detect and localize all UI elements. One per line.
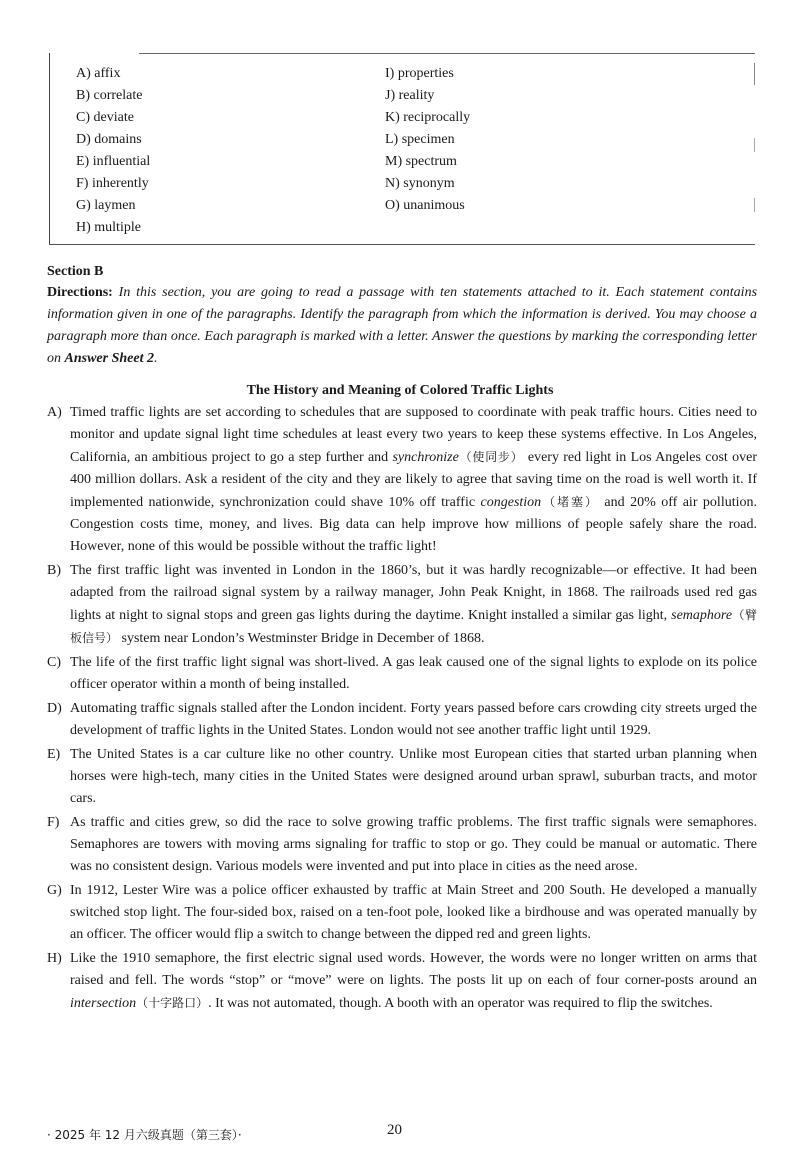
word-option-b: B) correlate	[76, 88, 143, 103]
word-option-h: H) multiple	[76, 220, 141, 235]
paragraph-text: As traffic and cities grew, so did the race to solve growing traffic problems. The first traffic signals were semaphores. Semaphores are towers with moving arms signaling for traffic to stop or go. They could be manual or automatic. There was no consistent design. Various models were invented and put into place in cities as the need arose.	[70, 815, 757, 874]
paragraph-c	[47, 652, 757, 696]
word-bank-bottom-border	[49, 244, 755, 245]
word-option-m: M) spectrum	[385, 154, 457, 169]
paragraph-letter: E)	[47, 747, 61, 762]
word-bank-left-column	[76, 63, 150, 239]
glossed-term: congestion	[480, 495, 542, 510]
chinese-gloss: （臂板信号）	[70, 608, 757, 645]
word-option-k: K) reciprocally	[385, 110, 471, 125]
paragraph-text: Like the 1910 semaphore, the first electric signal used words. However, the words were no longer written on arms that raised and fell. The words “stop” or “move” were on lights. The posts lit up on each of four corner-posts around an	[70, 951, 757, 988]
glossed-term: synchronize	[392, 450, 459, 465]
paragraph-f	[47, 812, 757, 878]
word-option-f: F) inherently	[76, 176, 149, 191]
word-option-o: O) unanimous	[385, 198, 465, 213]
word-bank-top-border	[139, 53, 755, 54]
paragraph-text: In 1912, Lester Wire was a police officer exhausted by traffic at Main Street and 200 South. He developed a manually switched stop light. The four-sided box, raised on a ten-foot pole, looked like a birdhouse and was operated manually by an officer. The officer would flip a switch to change between the dipped red and green lights.	[70, 883, 757, 942]
word-bank-left-border	[49, 53, 50, 245]
paragraph-g	[47, 880, 757, 946]
word-option-a: A) affix	[76, 66, 121, 81]
paragraph-text: system near London’s Westminster Bridge in December of 1868.	[118, 631, 485, 646]
paragraph-text: and 20% off air pollution. Congestion costs time, money, and lives. Big data can help improve how millions of people safely share the road. However, none of this would be possible without the traffic light!	[70, 495, 757, 554]
paragraph-text: . It was not automated, though. A booth with an operator was required to flip the switches.	[208, 996, 713, 1011]
paragraph-d	[47, 698, 757, 742]
word-option-g: G) laymen	[76, 198, 136, 213]
paragraph-text: The life of the first traffic light signal was short-lived. A gas leak caused one of the signal lights to explode on its police officer operator within a month of being installed.	[70, 655, 757, 692]
chinese-gloss: （使同步）	[458, 450, 524, 464]
paragraph-e	[47, 744, 757, 810]
word-bank-box	[49, 53, 755, 245]
paragraph-h	[47, 948, 757, 1015]
answer-sheet-ref: Answer Sheet 2	[64, 351, 154, 366]
paragraph-letter: F)	[47, 815, 60, 830]
paragraph-b	[47, 560, 757, 650]
chinese-gloss: （堵塞）	[541, 495, 599, 509]
paragraph-letter: D)	[47, 701, 62, 716]
word-bank-right-border-fragment	[754, 138, 755, 152]
paragraph-letter: A)	[47, 405, 62, 420]
chinese-gloss: （十字路口）	[136, 996, 209, 1010]
passage-body	[47, 402, 757, 1017]
page-number: 20	[387, 1122, 402, 1138]
directions	[47, 282, 757, 370]
word-bank-right-border	[754, 63, 755, 85]
word-bank-right-border-fragment	[754, 198, 755, 212]
word-option-c: C) deviate	[76, 110, 134, 125]
paragraph-letter: C)	[47, 655, 61, 670]
glossed-term: semaphore	[671, 608, 733, 623]
word-option-i: I) properties	[385, 66, 454, 81]
paragraph-letter: H)	[47, 951, 62, 966]
paragraph-text: The United States is a car culture like no other country. Unlike most European cities that started urban planning when horses were high-tech, many cities in the United States were designed around urban sprawl, suburban tracts, and motor cars.	[70, 747, 757, 806]
directions-label: Directions:	[47, 285, 113, 300]
word-option-e: E) influential	[76, 154, 151, 169]
paragraph-text: every red light in Los Angeles cost over 400 million dollars. Ask a resident of the city and they are likely to agree that saving time on the road is well worth it. If implemented nationwide, synchronization could shave 10% off traffic	[70, 450, 757, 510]
glossed-term: intersection	[70, 996, 137, 1011]
paragraph-letter: G)	[47, 883, 62, 898]
paragraph-text: Automating traffic signals stalled after the London incident. Forty years passed before cars crowding city streets urged the development of traffic lights in the United States. London would not see another traffic light until 1929.	[70, 701, 757, 738]
word-option-n: N) synonym	[385, 176, 455, 191]
passage-title: The History and Meaning of Colored Traffic Lights	[246, 383, 554, 398]
paragraph-text: The first traffic light was invented in London in the 1860’s, but it was hardly recognizable—or effective. It had been adapted from the railroad signal system by a railway manager, John Peak Knight, in 1868. The railroads used red gas lights at night to signal stops and green gas lights during the daytime. Knight installed a similar gas light,	[70, 563, 757, 623]
paragraph-text: Timed traffic lights are set according to schedules that are supposed to coordinate with peak traffic hours. Cities need to monitor and update signal light time schedules at least every two years to keep these systems effective. In Los Angeles, California, an ambitious project to go a step further and	[70, 405, 757, 465]
directions-end: .	[153, 351, 158, 366]
paragraph-letter: B)	[47, 563, 61, 578]
directions-text: In this section, you are going to read a passage with ten statements attached to it. Each statement contains information given in one of the paragraphs. Identify the paragraph from which the information is derived. You may choose a paragraph more than once. Each paragraph is marked with a letter. Answer the questions by marking the corresponding letter on	[47, 285, 758, 366]
word-option-j: J) reality	[385, 88, 435, 103]
word-bank-right-column	[385, 63, 470, 217]
paragraph-a	[47, 402, 757, 558]
section-title: Section B	[47, 264, 104, 279]
exam-footer-label: · 2025 年 12 月六级真题（第三套）·	[47, 1128, 242, 1142]
word-option-d: D) domains	[76, 132, 142, 147]
word-option-l: L) specimen	[385, 132, 455, 147]
